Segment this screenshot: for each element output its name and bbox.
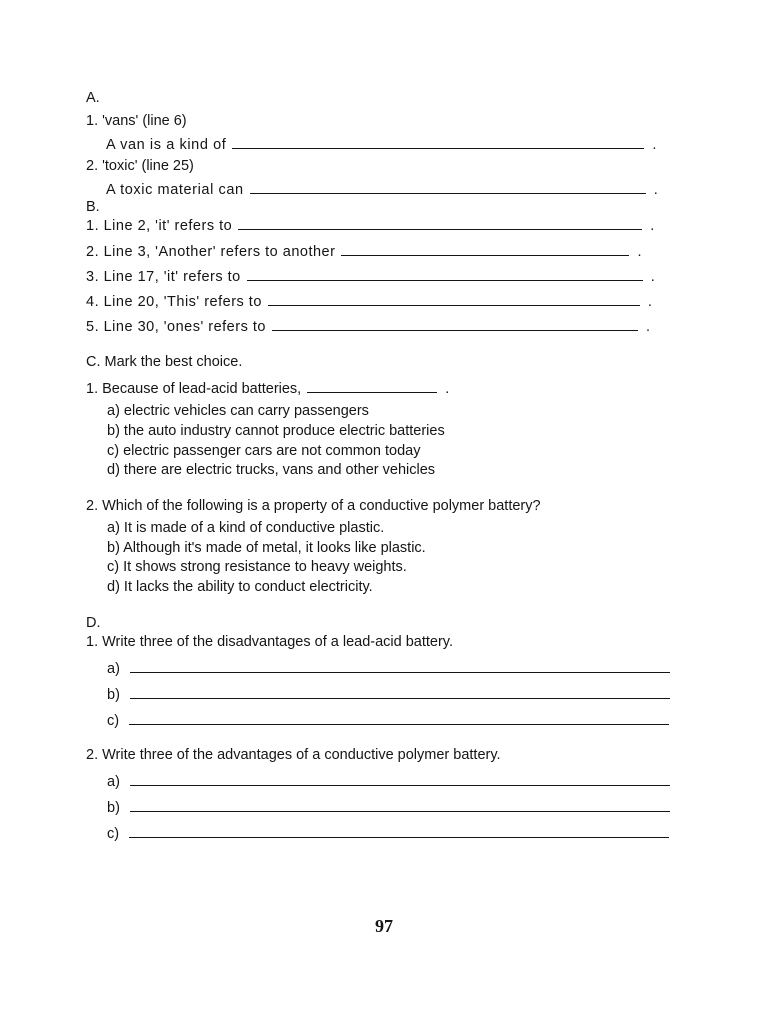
section-c-heading: C. Mark the best choice. xyxy=(86,354,243,370)
answer-blank[interactable] xyxy=(247,266,643,281)
answer-label: c) xyxy=(107,826,120,842)
section-a-question-2: 2. 'toxic' (line 25) xyxy=(86,158,194,174)
answer-line xyxy=(107,684,670,704)
answer-blank[interactable] xyxy=(130,797,670,812)
period: . xyxy=(650,269,656,285)
answer-blank[interactable] xyxy=(250,179,646,194)
answer-blank[interactable] xyxy=(130,658,670,673)
section-b-item xyxy=(86,241,642,261)
section-b-heading: B. xyxy=(86,199,100,215)
choice-option[interactable]: d) there are electric trucks, vans and other vehicles xyxy=(107,462,436,478)
answer-blank[interactable] xyxy=(232,134,644,149)
choice-option[interactable]: a) It is made of a kind of conductive plastic. xyxy=(107,520,385,536)
section-b-item-text: 5. Line 30, 'ones' refers to xyxy=(86,319,266,335)
section-c-question-1 xyxy=(86,378,449,398)
answer-blank[interactable] xyxy=(129,710,669,725)
answer-blank[interactable] xyxy=(129,823,669,838)
section-b-item xyxy=(86,266,655,286)
section-d-heading: D. xyxy=(86,615,101,631)
answer-label: a) xyxy=(107,774,120,790)
section-a-question-1-line xyxy=(106,134,657,154)
section-a-heading: A. xyxy=(86,90,100,106)
choice-option[interactable]: b) Although it's made of metal, it looks like plastic. xyxy=(107,540,426,556)
page-number: 97 xyxy=(375,916,393,936)
answer-label: b) xyxy=(107,687,120,703)
answer-line xyxy=(107,710,669,730)
section-a-question-1: 1. 'vans' (line 6) xyxy=(86,113,187,129)
choice-option[interactable]: b) the auto industry cannot produce electric batteries xyxy=(107,423,445,439)
period: . xyxy=(645,319,651,335)
answer-blank[interactable] xyxy=(130,771,670,786)
answer-line xyxy=(107,771,670,791)
section-b-item xyxy=(86,215,655,235)
answer-line xyxy=(107,797,670,817)
answer-label: c) xyxy=(107,713,120,729)
answer-blank[interactable] xyxy=(130,684,670,699)
section-a-question-2-prompt: A toxic material can xyxy=(106,182,244,198)
period: . xyxy=(445,381,450,397)
answer-label: b) xyxy=(107,800,120,816)
section-b-item-text: 3. Line 17, 'it' refers to xyxy=(86,269,241,285)
choice-option[interactable]: a) electric vehicles can carry passengers xyxy=(107,403,369,419)
answer-line xyxy=(107,823,669,843)
section-a-question-1-prompt: A van is a kind of xyxy=(106,137,227,153)
period: . xyxy=(650,218,655,234)
period: . xyxy=(647,294,653,310)
section-d-question-2: 2. Write three of the advantages of a conductive polymer battery. xyxy=(86,747,501,763)
section-a-question-2-line xyxy=(106,179,658,199)
period: . xyxy=(653,182,659,198)
choice-option[interactable]: d) It lacks the ability to conduct electricity. xyxy=(107,579,373,595)
answer-blank[interactable] xyxy=(272,316,638,331)
section-b-item xyxy=(86,316,650,336)
answer-blank[interactable] xyxy=(341,241,629,256)
section-b-item-text: 4. Line 20, 'This' refers to xyxy=(86,294,262,310)
section-b-item-text: 1. Line 2, 'it' refers to xyxy=(86,218,233,234)
section-b-item-text: 2. Line 3, 'Another' refers to another xyxy=(86,244,336,260)
section-c-question-2: 2. Which of the following is a property of a conductive polymer battery? xyxy=(86,498,541,514)
answer-line xyxy=(107,658,670,678)
answer-label: a) xyxy=(107,661,120,677)
choice-option[interactable]: c) It shows strong resistance to heavy weights. xyxy=(107,559,407,575)
section-c-question-1-text: 1. Because of lead-acid batteries, xyxy=(86,381,302,397)
section-b-item xyxy=(86,291,652,311)
answer-blank[interactable] xyxy=(268,291,640,306)
section-d-question-1: 1. Write three of the disadvantages of a lead-acid battery. xyxy=(86,634,454,650)
answer-blank[interactable] xyxy=(238,215,642,230)
choice-option[interactable]: c) electric passenger cars are not common today xyxy=(107,443,421,459)
answer-blank[interactable] xyxy=(307,378,437,393)
period: . xyxy=(637,244,642,260)
period: . xyxy=(652,137,658,153)
